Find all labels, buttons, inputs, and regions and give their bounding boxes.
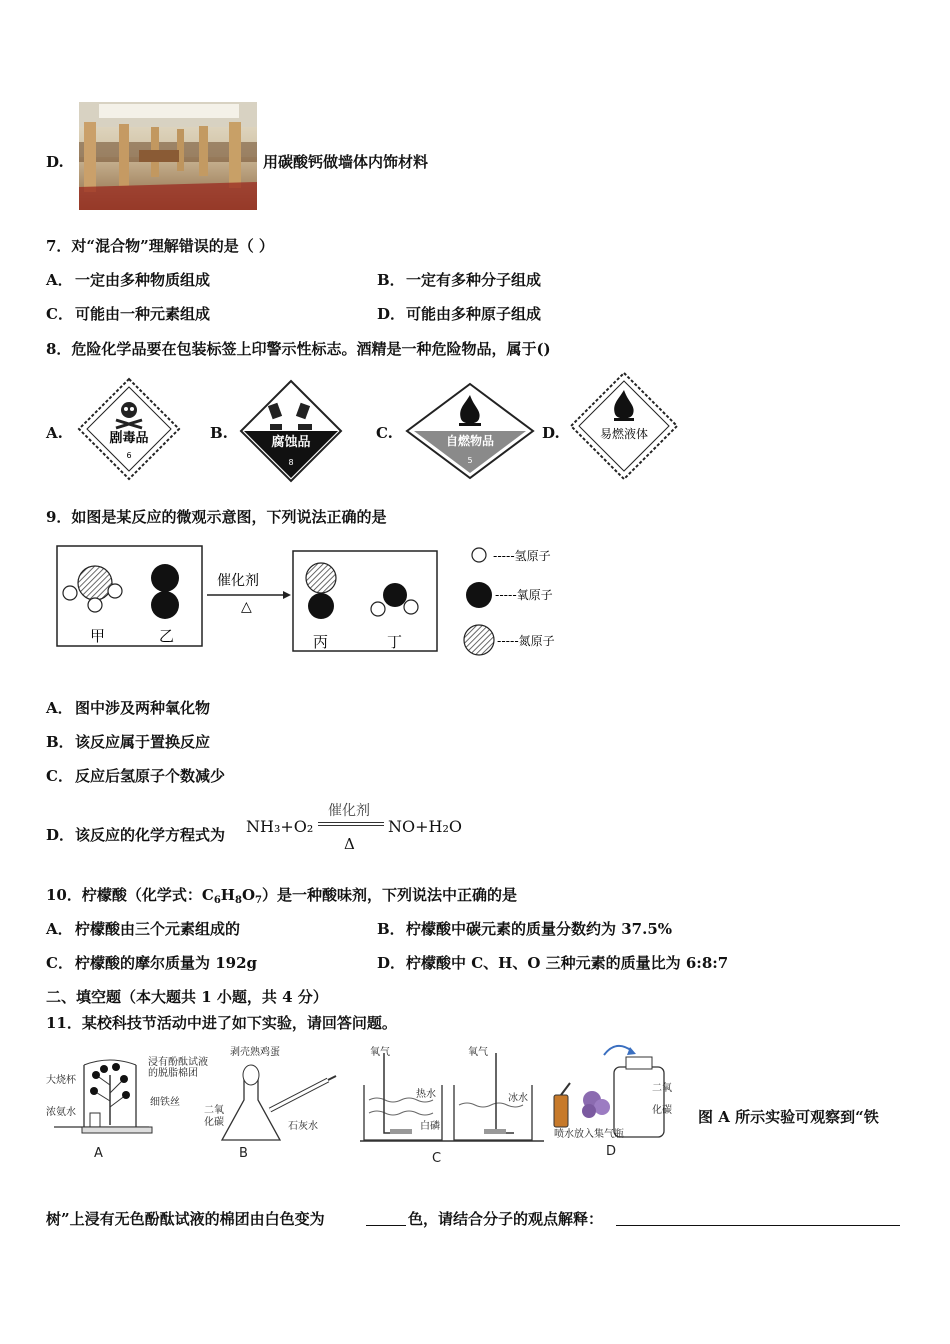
q9-option-d-text: 该反应的化学方程式为	[75, 826, 226, 844]
q9-option-b-letter: B．	[46, 733, 74, 751]
label-egg: 剥壳熟鸡蛋	[230, 1047, 280, 1058]
oxygen-atom	[151, 591, 179, 619]
corrosive-sign-number: 8	[288, 458, 294, 467]
corrosive-sign-label: 腐蚀品	[271, 435, 311, 450]
label-A: A	[94, 1146, 103, 1161]
toxic-sign-number: 6	[126, 451, 132, 460]
q11-line2-a: 树”上浸有无色酚酞试液的棉团由白色变为	[46, 1210, 325, 1228]
experiments-figure	[44, 1045, 694, 1170]
q9-option-a-text: 图中涉及两种氧化物	[75, 699, 211, 717]
q9-option-c-letter: C．	[46, 767, 73, 785]
q10-option-b-text: 柠檬酸中碳元素的质量分数约为 37.5%	[406, 920, 673, 938]
legend-nitrogen: -----氮原子	[497, 634, 555, 648]
q7-option-a-letter: A．	[46, 271, 73, 289]
q7-option-b-letter: B．	[377, 271, 405, 289]
q8-option-b-letter: B.	[210, 424, 228, 442]
q11-line2-b: 色，请结合分子的观点解释：	[408, 1210, 604, 1228]
section-heading: 二、填空题（本大题共 1 小题，共 4 分）	[46, 988, 328, 1006]
label-wire: 细铁丝	[150, 1097, 180, 1108]
spontaneous-combustion-sign-icon	[406, 383, 534, 479]
equation-left: NH₃+O₂	[246, 817, 314, 836]
oxygen-atom	[151, 564, 179, 592]
label-co2-d1: 二氧	[652, 1083, 672, 1094]
toxic-sign-label: 剧毒品	[109, 431, 149, 446]
arrow-catalyst: 催化剂	[217, 573, 259, 589]
equation-heat: Δ	[344, 835, 355, 853]
question-10-stem: 10．柠檬酸（化学式：$C_6H_8O_7$）是一种酸味剂，下列说法中正确的是	[46, 886, 518, 906]
question-8-stem: 8．危险化学品要在包装标签上印警示性标志。酒精是一种危险物品，属于()	[46, 340, 551, 358]
q7-option-a-text: 一定由多种物质组成	[75, 271, 211, 289]
q10-option-c-letter: C．	[46, 954, 73, 972]
label-co2-b2: 化碳	[204, 1117, 224, 1128]
q10-option-a-text: 柠檬酸由三个元素组成的	[75, 920, 241, 938]
label-ammonia: 浓氨水	[46, 1107, 76, 1118]
label-beaker: 大烧杯	[46, 1075, 76, 1086]
label-co2-b1: 二氧	[204, 1105, 224, 1116]
q7-option-d-text: 可能由多种原子组成	[406, 305, 542, 323]
q10-option-b-letter: B．	[377, 920, 405, 938]
molecule-label-jia: 甲	[90, 627, 106, 645]
equation-bar	[318, 825, 384, 826]
label-ice-water: 冰水	[508, 1093, 528, 1104]
q10-option-a-letter: A．	[46, 920, 73, 938]
legend-oxygen-icon	[466, 582, 492, 608]
q10-option-c-text: 柠檬酸的摩尔质量为 192g	[75, 954, 258, 972]
q11-text-tail: 图 A 所示实验可观察到“铁	[698, 1108, 879, 1126]
hydrogen-atom	[88, 598, 102, 612]
q7-option-c-letter: C．	[46, 305, 73, 323]
q9-option-c-text: 反应后氢原子个数减少	[75, 767, 226, 785]
lobby-photo	[79, 102, 257, 210]
q7-option-c-text: 可能由一种元素组成	[75, 305, 211, 323]
label-cotton2: 的脱脂棉团	[148, 1068, 198, 1079]
legend-hydrogen: -----氢原子	[493, 549, 551, 563]
answer-blank-1[interactable]	[366, 1225, 406, 1226]
label-D: D	[606, 1144, 617, 1159]
flammable-sign-label: 易燃液体	[599, 427, 649, 441]
arrow-heat: △	[241, 599, 252, 615]
label-o2-1: 氧气	[370, 1047, 390, 1058]
label-co2-d2: 化碳	[652, 1105, 672, 1116]
option-letter: D.	[46, 153, 64, 171]
q7-option-b-text: 一定有多种分子组成	[406, 271, 542, 289]
spontaneous-sign-label: 自燃物品	[445, 434, 495, 448]
hydrogen-atom	[63, 586, 77, 600]
legend-nitrogen-icon	[464, 625, 494, 655]
equation-catalyst: 催化剂	[328, 803, 370, 819]
q8-option-d-letter: D.	[542, 424, 560, 442]
nitrogen-atom	[78, 566, 112, 600]
equation-right: NO+H₂O	[388, 817, 463, 836]
legend-hydrogen-icon	[472, 548, 486, 562]
label-B: B	[239, 1146, 248, 1161]
label-C: C	[432, 1151, 442, 1166]
molecule-label-bing: 丙	[313, 633, 329, 651]
q8-option-c-letter: C.	[376, 424, 393, 442]
label-spray: 喷水放入集气瓶	[554, 1129, 624, 1140]
q9-option-a-letter: A．	[46, 699, 73, 717]
q9-option-b-text: 该反应属于置换反应	[75, 733, 211, 751]
label-white-phosphorus: 白磷	[420, 1121, 440, 1132]
toxic-sign-icon	[78, 378, 180, 480]
label-cotton: 浸有酚酞试液	[148, 1057, 208, 1068]
molecule-label-yi: 乙	[159, 627, 175, 645]
q7-option-d-letter: D．	[377, 305, 406, 323]
q10-option-d-text: 柠檬酸中 C、H、O 三种元素的质量比为 6:8:7	[406, 954, 729, 972]
flammable-liquid-sign-icon	[570, 372, 678, 480]
q9-option-d-letter: D．	[46, 826, 75, 844]
question-11-stem: 11．某校科技节活动中进了如下实验，请回答问题。	[46, 1014, 397, 1032]
q10-option-d-letter: D．	[377, 954, 406, 972]
legend-oxygen: -----氧原子	[495, 588, 553, 602]
molecule-label-ding: 丁	[387, 633, 403, 651]
label-lime-water: 石灰水	[288, 1121, 318, 1132]
spontaneous-sign-number: 5	[467, 456, 473, 465]
question-7-stem: 7．对“混合物”理解错误的是（ ）	[46, 237, 274, 255]
corrosive-sign-icon	[240, 380, 342, 482]
q8-option-a-letter: A.	[46, 424, 63, 442]
option-text: 用碳酸钙做墙体内饰材料	[263, 153, 429, 171]
answer-blank-2[interactable]	[616, 1225, 900, 1226]
label-o2-2: 氧气	[468, 1047, 488, 1058]
equation-bar	[318, 822, 384, 823]
reaction-diagram	[55, 543, 575, 668]
label-hot-water: 热水	[416, 1089, 436, 1100]
question-9-stem: 9．如图是某反应的微观示意图，下列说法正确的是	[46, 508, 387, 526]
hydrogen-atom	[108, 584, 122, 598]
